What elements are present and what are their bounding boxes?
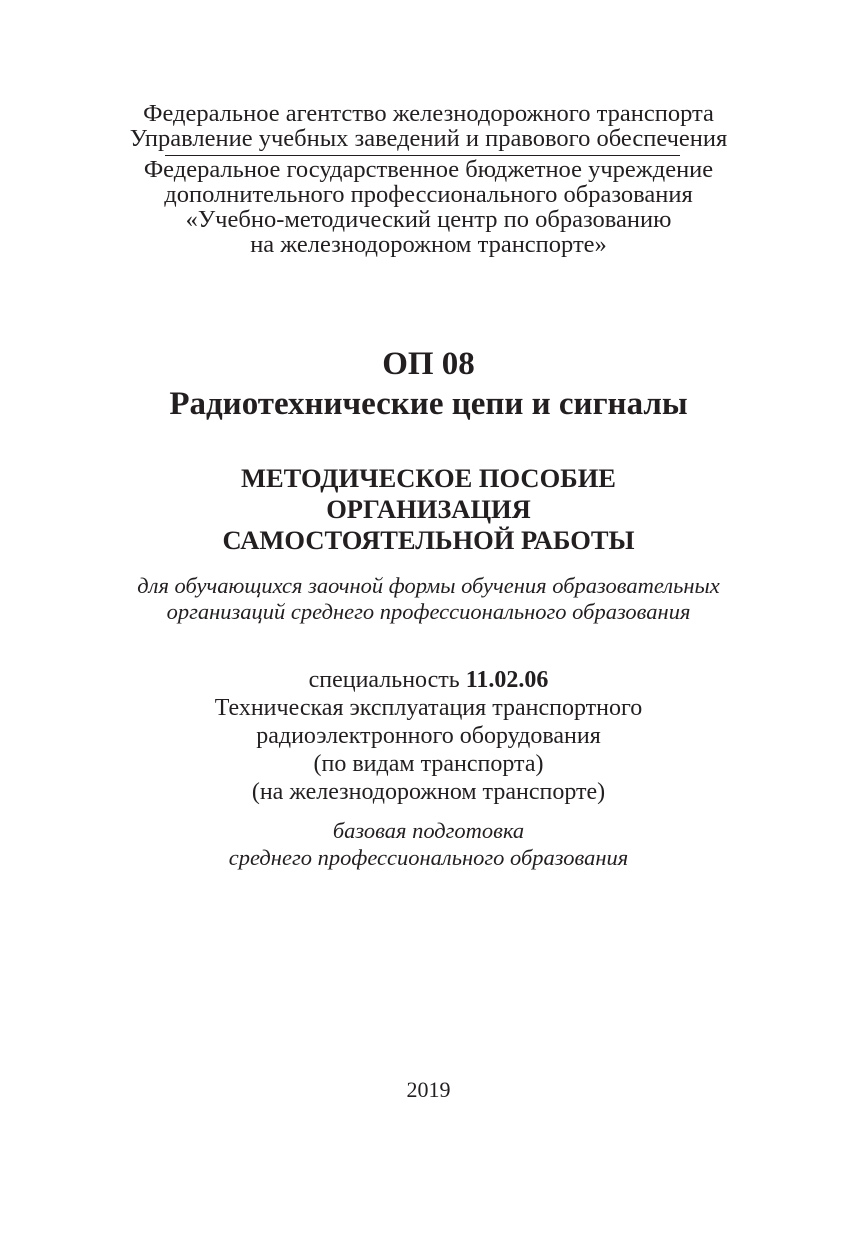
- institution-line-1: Федеральное государственное бюджетное учреждение: [143, 156, 714, 183]
- audience-line-1: для обучающихся заочной формы обучения образовательных: [137, 573, 720, 598]
- institution-line-3: «Учебно-методический центр по образованию: [185, 206, 672, 233]
- agency-department: Управление учебных заведений и правового обеспечения: [129, 125, 728, 152]
- document-type: [0, 463, 857, 556]
- specialty-code-line: [0, 666, 857, 694]
- course-code: [0, 344, 857, 384]
- institution-line-2: дополнительного профессионального образования: [164, 181, 693, 208]
- training-level-line-2: среднего профессионального образования: [228, 845, 629, 870]
- agency-header: [0, 101, 857, 151]
- course-title: [0, 384, 857, 424]
- specialty-label: специальность: [308, 667, 460, 693]
- audience-description: [0, 573, 857, 625]
- specialty-line-1: Техническая эксплуатация транспортного: [214, 695, 643, 721]
- audience-line-2: организаций среднего профессионального образования: [166, 599, 691, 624]
- document-type-line-2: ОРГАНИЗАЦИЯ: [326, 494, 531, 524]
- agency-name: Федеральное агентство железнодорожного транспорта: [143, 100, 714, 127]
- training-level-line-1: базовая подготовка: [332, 818, 525, 843]
- specialty-section: [0, 666, 857, 806]
- training-level: [0, 817, 857, 871]
- specialty-code: 11.02.06: [465, 667, 549, 693]
- course-code-text: ОП 08: [382, 346, 475, 382]
- specialty-line-3: (по видам транспорта): [313, 751, 544, 777]
- document-type-line-3: САМОСТОЯТЕЛЬНОЙ РАБОТЫ: [222, 525, 635, 555]
- specialty-line-4: (на железнодорожном транспорте): [251, 779, 606, 805]
- publication-year-text: 2019: [406, 1077, 451, 1102]
- publication-year: [0, 1077, 857, 1103]
- institution-line-4: на железнодорожном транспорте»: [250, 231, 607, 258]
- specialty-line-2: радиоэлектронного оборудования: [256, 723, 601, 749]
- document-type-line-1: МЕТОДИЧЕСКОЕ ПОСОБИЕ: [241, 463, 616, 493]
- course-title-text: Радиотехнические цепи и сигналы: [169, 386, 688, 422]
- institution-header: [0, 157, 857, 257]
